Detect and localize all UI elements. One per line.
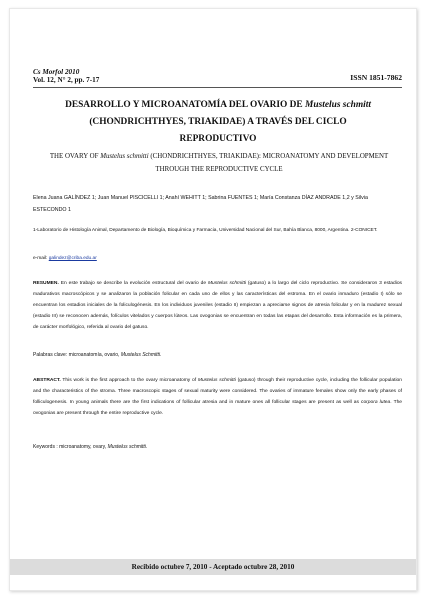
title-spanish: DESARROLLO Y MICROANATOMÍA DEL OVARIO DE Mustelus schmitt (CHONDRICHTHYES, TRIAKIDAE) A TRAVÉS DEL CICLO REPRODUCTIVO xyxy=(65,100,371,144)
author-list: Elena Juana GALÍNDEZ 1; Juan Manuel PISCICELLI 1; Anahí WEHITT 1; Sabrina FUENTES 1; María Constanza DÍAZ ANDRADE 1,2 y Silvia ESTECONDO 1 xyxy=(33,195,368,213)
journal-header xyxy=(33,68,99,84)
keywords: Keywords : microanatomy, ovary, Mustelus schmitti. xyxy=(33,444,148,450)
title-species: Mustelus schmitt xyxy=(305,100,371,110)
title-english: THE OVARY OF Mustelus schmitti (CHONDRICHTHYES, TRIAKIDAE): MICROANATOMY AND DEVELOPMENT THROUGH THE REPRODUCTIVE CYCLE xyxy=(49,153,389,173)
header-rule xyxy=(33,87,402,88)
abstract-paragraph: ABSTRACT. This work is the first approach to the ovary microanatomy of Mustelus schmitti (gatuso) through their reproductive cycle, including the follicular population and the characteristics of the stroma. Three macroscopic stages of sexual maturity were considered. The ovaries of immature females show only the early phases of folliculogenesis. In young animals there are the first indications of follicular atresia and in mature ones all follicular stages are present as well as corpora lutea. The ovogonias are present through the entire reproductive cycle. xyxy=(33,378,403,416)
contact-email: e-mail: galindez@criba.edu.ar xyxy=(33,256,97,261)
affiliation: 1-Laboratorio de Histología Animal, Departamento de Biología, Bioquímica y Farmacia, Universidad Nacional del Sur, Bahía Blanca, 8000, Argentina. 2-CONICET. xyxy=(33,228,378,233)
journal-name: Cs Morfol 2010 xyxy=(33,68,80,76)
palabras-clave: Palabras clave: microanatomía, ovario, Mustelus Schmitti. xyxy=(33,352,162,358)
resumen-paragraph: RESUMEN. En este trabajo se describe la evolución estructural del ovario de Mustelus schmitti (gatuso) a lo largo del ciclo reproductivo. Se consideraron 3 estadios madurativos macroscópicos y se analizaron la población folicular en cada uno de ellos y las características del estroma. En el ovario inmaduro (estadio I) sólo se encuentran los estadios iniciales de la foliculogénesis. En los individuos juveniles (estadio II) empiezan a apreciarse signos de atresia folicular y en la madurez sexual (estadio III) se reconocen además, folículos vitelados y cuerpos lúteos. Las ovogonias se encuentran en todas las etapas del desarrollo. Esta información es la primera, de carácter morfológico, referida al ovario del gatuso. xyxy=(33,281,402,330)
received-accepted-bar: Recibido octubre 7, 2010 - Aceptado octubre 28, 2010 xyxy=(10,559,416,575)
email-link[interactable]: galindez@criba.edu.ar xyxy=(48,256,97,261)
journal-volume: Vol. 12, N° 2, pp. 7-17 xyxy=(33,76,100,84)
issn: ISSN 1851-7862 xyxy=(350,73,402,82)
